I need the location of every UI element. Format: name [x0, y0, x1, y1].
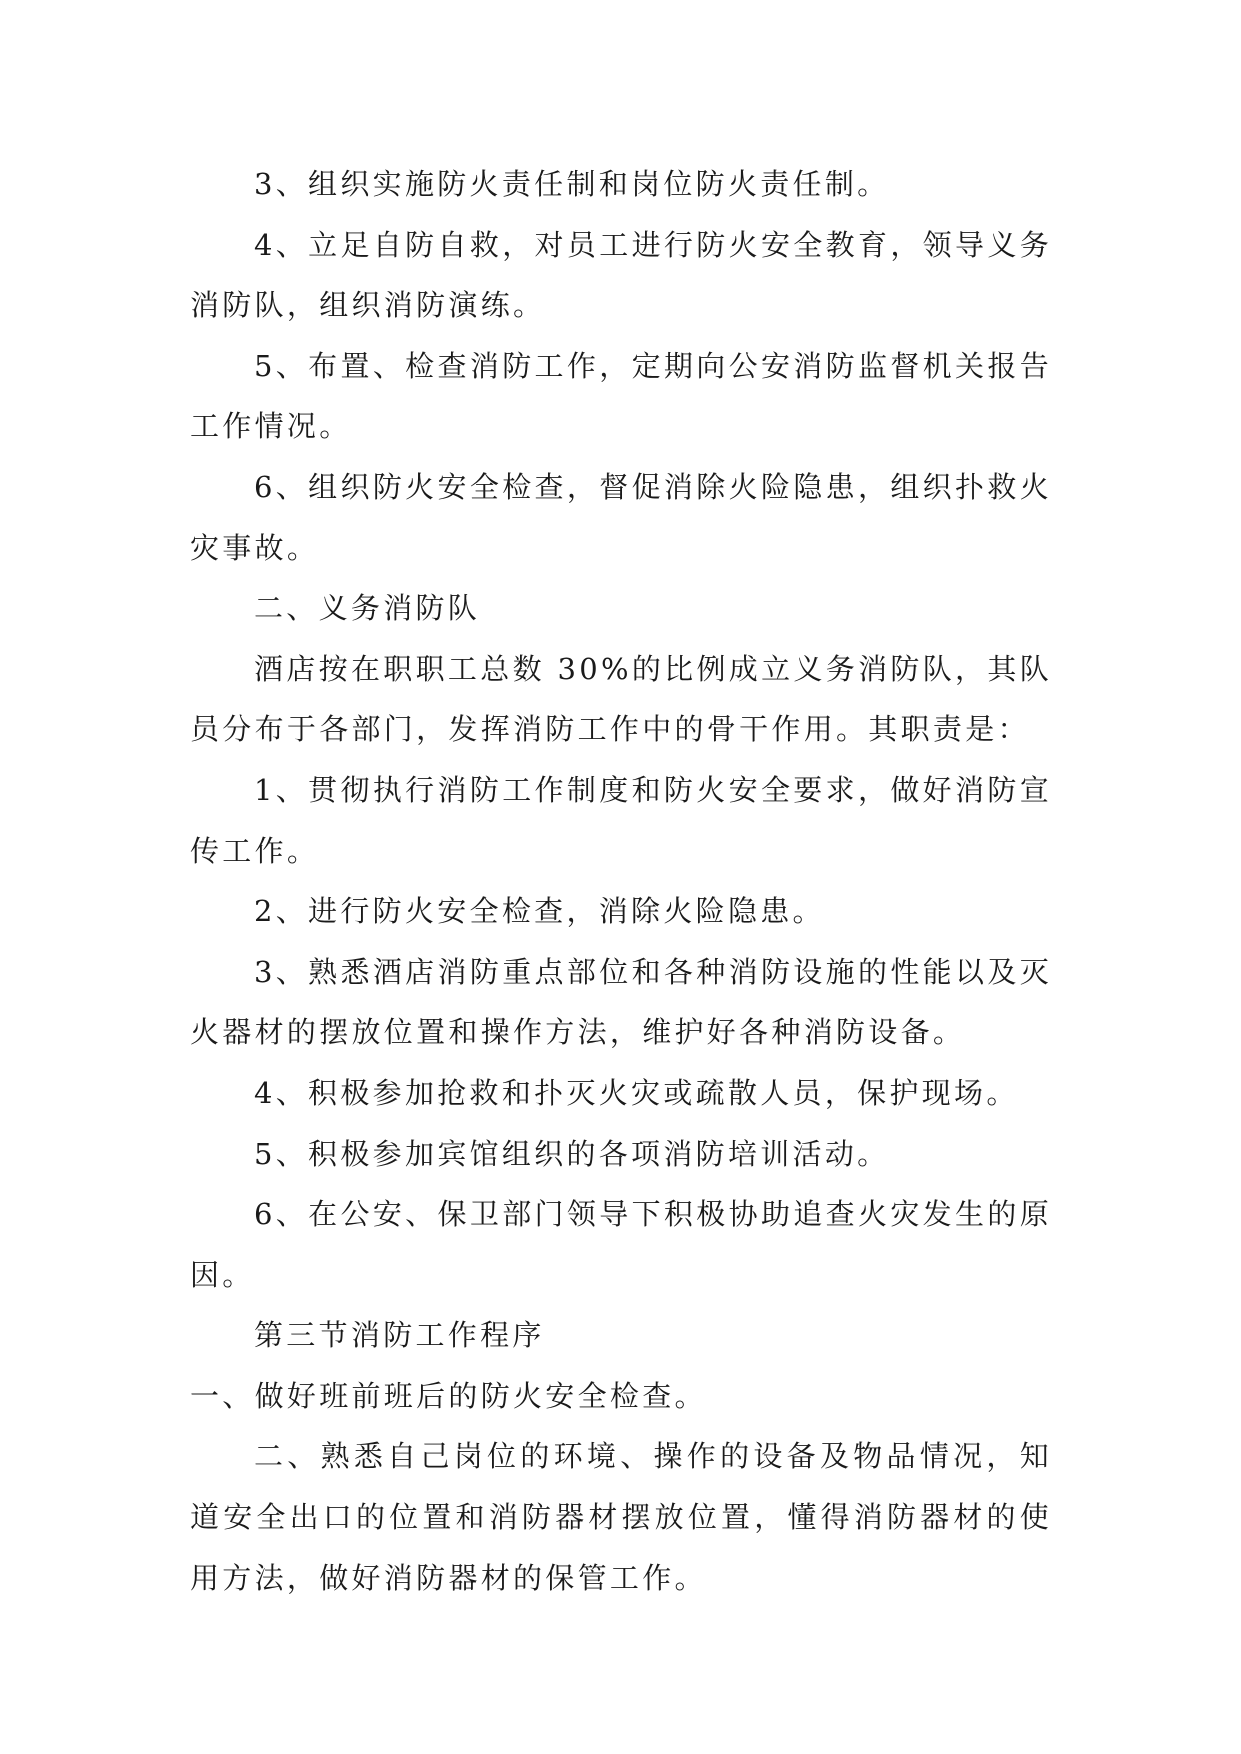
paragraph: 二、熟悉自己岗位的环境、操作的设备及物品情况，知道安全出口的位置和消防器材摆放位置，懂得消防器材的使用方法，做好消防器材的保管工作。: [190, 1439, 1052, 1595]
section-heading: 第三节消防工作程序: [254, 1318, 545, 1353]
paragraph: 6、组织防火安全检查，督促消除火险隐患，组织扑救火灾事故。: [190, 469, 1052, 565]
paragraph: 6、在公安、保卫部门领导下积极协助追查火灾发生的原因。: [190, 1197, 1052, 1292]
paragraph: 1、贯彻执行消防工作制度和防火安全要求，做好消防宣传工作。: [190, 772, 1052, 868]
paragraph: 5、积极参加宾馆组织的各项消防培训活动。: [254, 1136, 890, 1171]
section-heading: 二、义务消防队: [254, 591, 481, 626]
paragraph: 4、积极参加抢救和扑灭火灾或疏散人员，保护现场。: [254, 1075, 1019, 1110]
paragraph: 3、组织实施防火责任制和岗位防火责任制。: [254, 167, 890, 201]
paragraph: 一、做好班前班后的防火安全检查。: [190, 1378, 707, 1413]
paragraph: 5、布置、检查消防工作，定期向公安消防监督机关报告工作情况。: [190, 348, 1052, 444]
paragraph: 3、熟悉酒店消防重点部位和各种消防设施的性能以及灭火器材的摆放位置和操作方法，维护好各种消防设备。: [190, 954, 1052, 1050]
paragraph: 2、进行防火安全检查，消除火险隐患。: [254, 894, 825, 929]
document-body: [190, 154, 1052, 1608]
paragraph: 酒店按在职职工总数 30%的比例成立义务消防队，其队员分布于各部门，发挥消防工作中的骨干作用。其职责是：: [190, 651, 1052, 747]
paragraph: 4、立足自防自救，对员工进行防火安全教育，领导义务消防队，组织消防演练。: [190, 227, 1052, 323]
